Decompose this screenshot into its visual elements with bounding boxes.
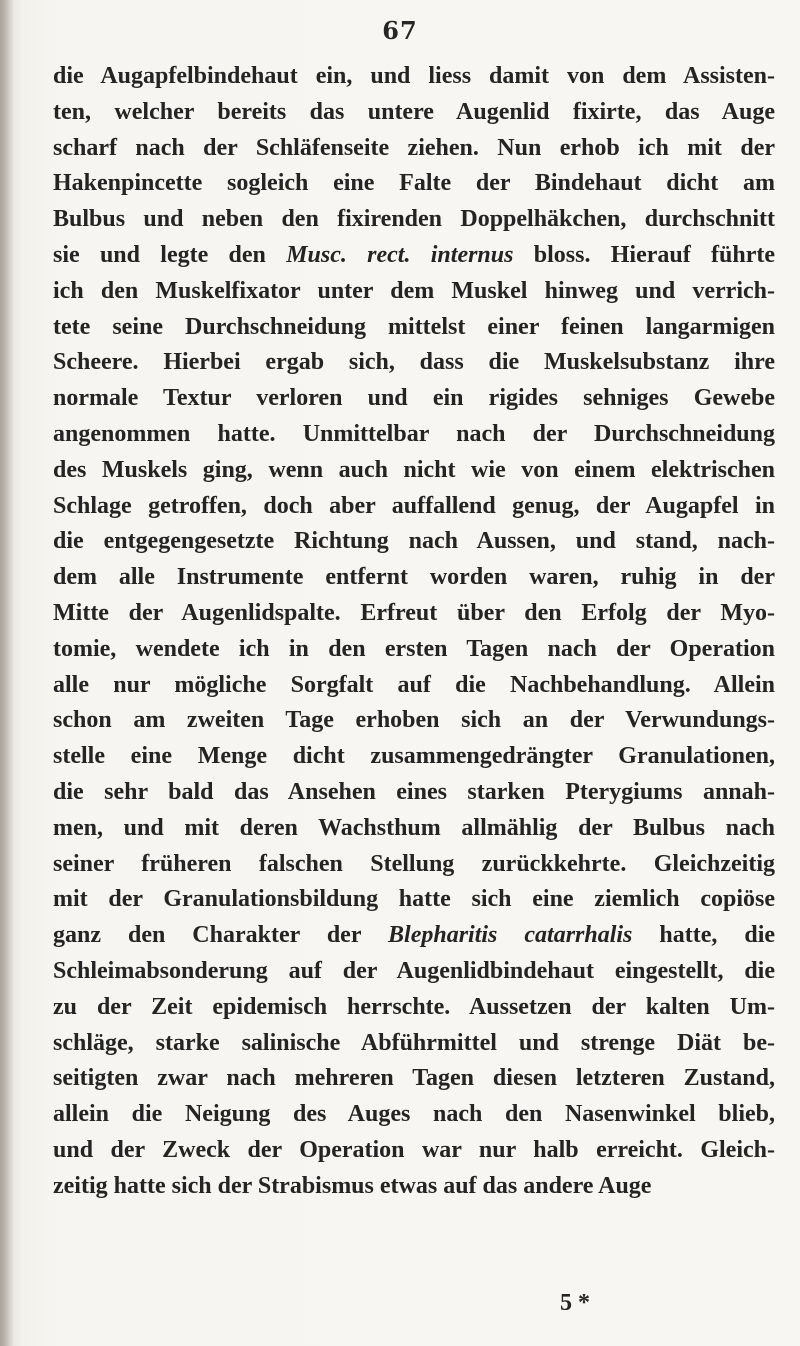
italic-term: Blepharitis catarrhalis [388,922,633,949]
text-line: mit der Granulationsbildung hatte sich eine ziemlich copiöse [53,886,775,913]
text-line: Schlage getroffen, doch aber auffallend genug, der Augapfel in [53,492,775,519]
text-line: angenommen hatte. Unmittelbar nach der Durchschneidung [53,420,775,447]
text-segment: hatte, die [632,922,776,949]
text-line: Schleimabsonderung auf der Augenlidbindehaut eingestellt, die [53,957,775,984]
text-segment: bloss. Hierauf führte [513,241,776,268]
text-line: Hakenpincette sogleich eine Falte der Bindehaut dicht am [53,170,775,197]
text-line: zeitig hatte sich der Strabismus etwas auf das andere Auge [53,1172,652,1199]
text-line: scharf nach der Schläfenseite ziehen. Nun erhob ich mit der [53,134,775,161]
text-line: des Muskels ging, wenn auch nicht wie von einem elektrischen [53,456,775,483]
text-line: dem alle Instrumente entfernt worden waren, ruhig in der [53,564,775,591]
page-number: 67 [382,16,418,45]
text-line: normale Textur verloren und ein rigides sehniges Gewebe [53,385,775,412]
text-line: die sehr bald das Ansehen eines starken Pterygiums annah- [53,778,775,805]
text-line: schläge, starke salinische Abführmittel und strenge Diät be- [53,1029,775,1056]
text-line: seitigten zwar nach mehreren Tagen diesen letzteren Zustand, [53,1065,775,1092]
spine-shadow [0,0,14,1346]
text-line [53,238,775,274]
text-line: Bulbus und neben den fixirenden Doppelhäkchen, durchschnitt [53,206,775,233]
text-line: allein die Neigung des Auges nach den Nasenwinkel blieb, [53,1101,775,1128]
text-line: schon am zweiten Tage erhoben sich an der Verwundungs- [53,707,775,734]
text-line: seiner früheren falschen Stellung zurückkehrte. Gleichzeitig [53,850,775,877]
text-line: ten, welcher bereits das untere Augenlid fixirte, das Auge [53,98,775,125]
text-line: stelle eine Menge dicht zusammengedrängter Granulationen, [53,743,775,770]
text-line: zu der Zeit epidemisch herrschte. Aussetzen der kalten Um- [53,993,775,1020]
text-line: ich den Muskelfixator unter dem Muskel hinweg und verrich- [53,277,775,304]
text-segment: sie und legte den [53,241,287,268]
text-line: Scheere. Hierbei ergab sich, dass die Muskelsubstanz ihre [53,349,775,376]
body-text [53,59,775,1205]
text-line: die Augapfelbindehaut ein, und liess damit von dem Assisten- [53,63,775,89]
text-line: Mitte der Augenlidspalte. Erfreut über den Erfolg der Myo- [53,599,775,626]
text-segment: ganz den Charakter der [53,922,389,949]
text-line: tete seine Durchschneidung mittelst einer feinen langarmigen [53,313,775,340]
text-line: tomie, wendete ich in den ersten Tagen nach der Operation [53,635,775,662]
text-line: men, und mit deren Wachsthum allmählig der Bulbus nach [53,814,775,841]
italic-term: Musc. rect. internus [286,241,514,268]
signature-mark: 5 * [560,1290,590,1316]
text-line: und der Zweck der Operation war nur halb erreicht. Gleich- [53,1136,775,1163]
text-line: alle nur mögliche Sorgfalt auf die Nachbehandlung. Allein [53,671,775,698]
text-line [53,918,775,954]
text-line: die entgegengesetzte Richtung nach Aussen, und stand, nach- [53,528,775,555]
